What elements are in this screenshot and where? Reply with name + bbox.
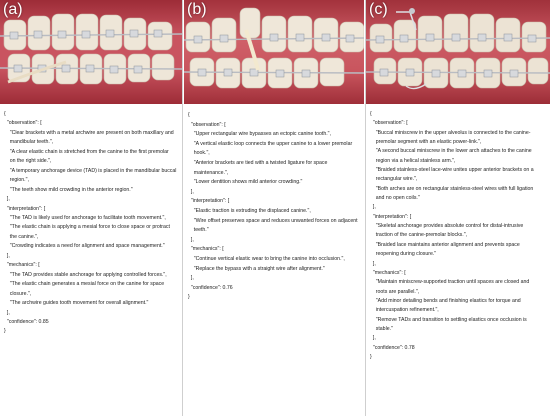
panel-c-photo <box>366 0 550 104</box>
panel-json-text: { "observation": [ "Upper rectangular wire bypasses an ectopic canine tooth.", "A vertical elastic loop connects the upper canine to a lower premolar hook.", "Anterior brackets are tied with a twisted ligature for space maintenance.", "Lower dentition shows mild anterior crowding." ], "interpretation": [ "Elastic traction is extruding the displaced canine.", "Wire offset preserves space and reduces unwanted forces on adjacent teeth." ], "mechanics": [ "Continue vertical elastic wear to bring the canine into occlusion.", "Replace the bypass with a straight wire after alignment." ], "confidence": 0.76 } <box>188 112 358 301</box>
panel-a-photo <box>0 0 182 104</box>
orthodontic-photo-icon <box>184 0 364 104</box>
panel-divider <box>182 0 183 416</box>
orthodontic-photo-icon <box>366 0 550 104</box>
panel-c <box>366 0 550 416</box>
panel-label: (b) <box>187 1 207 18</box>
panel-b <box>184 0 364 416</box>
panel-label: (c) <box>369 1 388 18</box>
orthodontic-photo-icon <box>0 0 182 104</box>
panel-b-photo <box>184 0 364 104</box>
panel-json-text: { "observation": [ "Clear brackets with a metal archwire are present on both maxillary and mandibular teeth.", "A clear elastic chain is stretched from the canine to the first premolar on the right side.", "A temporary anchorage device (TAD) is placed in the mandibular buccal region.", "The teeth show mild crowding in the anterior region." ], "interpretation": [ "The TAD is likely used for anchorage to facilitate tooth movement.", "The elastic chain is applying a mesial force to close space or protract the canine.", "Crowding indicates a need for alignment and space management." ], "mechanics": [ "The TAD provides stable anchorage for applying controlled forces.", "The elastic chain generates a mesial force on the canine for space closure.", "The archwire guides tooth movement for overall alignment." ], "confidence": 0.85 } <box>4 111 177 335</box>
panel-a <box>0 0 182 416</box>
panel-label: (a) <box>3 1 23 18</box>
panel-json-text: { "observation": [ "Buccal miniscrew in the upper alveolus is connected to the canine- premolar segment with an elastic power-link.", "A second buccal miniscrew in the lower arch attaches to the canine region via a helical stainless arm.", "Braided stainless-steel lace-wire unites upper anterior brackets on a rectangular wire.", "Both arches are on rectangular stainless-steel wires with full ligation and no open coils." ], "interpretation": [ "Skeletal anchorage provides absolute control for distal-intrusive traction of the canine-premolar blocks.", "Braided lace maintains anterior alignment and prevents space reopening during closure." ], "mechanics": [ "Maintain miniscrew-supported traction until spaces are closed and roots are parallel.", "Add minor detailing bends and finishing elastics for torque and intercuspation refinement.", "Remove TADs and transition to settling elastics once occlusion is stable." ], "confidence": 0.78 } <box>370 111 534 360</box>
